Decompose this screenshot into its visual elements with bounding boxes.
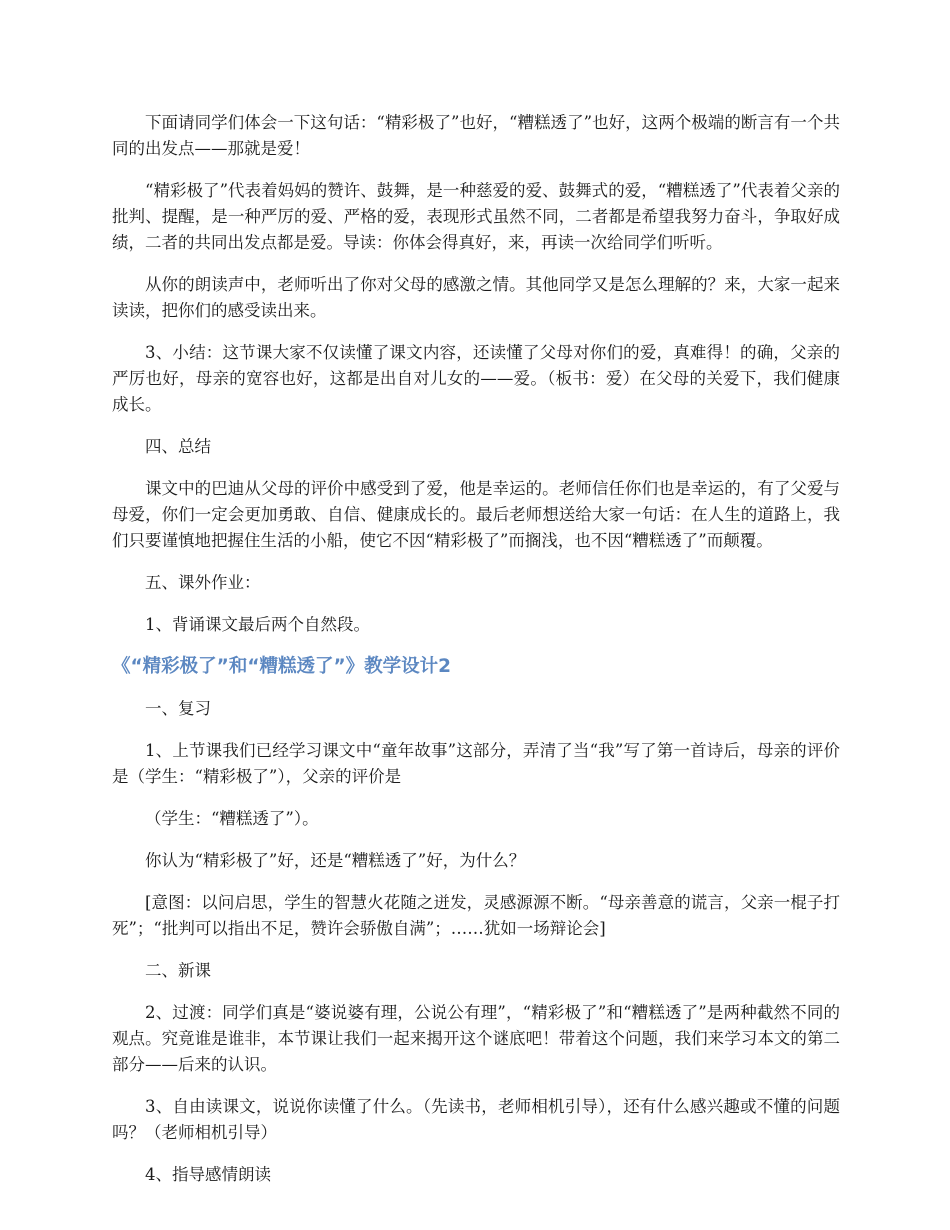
paragraph: [意图：以问启思，学生的智慧火花随之迸发，灵感源源不断。“母亲善意的谎言，父亲一棍子打死”；“批判可以指出不足，赞许会骄傲自满”；……犹如一场辩论会] — [112, 893, 840, 938]
paragraph: 2、过渡：同学们真是“婆说婆有理，公说公有理”，“精彩极了”和“糟糕透了”是两种截然不同的观点。究竟谁是谁非，本节课让我们一起来揭开这个谜底吧！带着这个问题，我们来学习本文的第二部分——后来的认识。 — [112, 1003, 840, 1074]
paragraph: （学生：“糟糕透了”）。 — [145, 809, 319, 828]
section-heading: 四、总结 — [145, 437, 211, 456]
paragraph: 4、指导感情朗读 — [145, 1165, 271, 1184]
paragraph: “精彩极了”代表着妈妈的赞许、鼓舞，是一种慈爱的爱、鼓舞式的爱，“糟糕透了”代表着父亲的批判、提醒，是一种严厉的爱、严格的爱，表现形式虽然不同，二者都是希望我努力奋斗，争取好成绩，二者的共同出发点都是爱。导读：你体会得真好，来，再读一次给同学们听听。 — [112, 181, 840, 252]
paragraph: 1、背诵课文最后两个自然段。 — [145, 615, 370, 634]
paragraph: 你认为“精彩极了”好，还是“糟糕透了”好，为什么？ — [145, 851, 526, 870]
section-heading: 一、复习 — [145, 699, 211, 718]
section-heading: 五、课外作业： — [145, 573, 261, 592]
document-page — [112, 110, 840, 1204]
paragraph: 下面请同学们体会一下这句话：“精彩极了”也好，“糟糕透了”也好，这两个极端的断言有一个共同的出发点——那就是爱！ — [112, 113, 840, 158]
paragraph: 1、上节课我们已经学习课文中“童年故事”这部分，弄清了当“我”写了第一首诗后，母亲的评价是（学生：“精彩极了”），父亲的评价是 — [112, 741, 840, 786]
paragraph: 从你的朗读声中，老师听出了你对父母的感激之情。其他同学又是怎么理解的？来，大家一起来读读，把你们的感受读出来。 — [112, 275, 840, 320]
paragraph: 课文中的巴迪从父母的评价中感受到了爱，他是幸运的。老师信任你们也是幸运的，有了父爱与母爱，你们一定会更加勇敢、自信、健康成长的。最后老师想送给大家一句话：在人生的道路上，我们只要谨慎地把握住生活的小船，使它不因“精彩极了”而搁浅，也不因“糟糕透了”而颠覆。 — [112, 479, 840, 550]
paragraph: 3、小结：这节课大家不仅读懂了课文内容，还读懂了父母对你们的爱，真难得！的确，父亲的严厉也好，母亲的宽容也好，这都是出自对儿女的——爱。（板书：爱）在父母的关爱下，我们健康成长。 — [112, 343, 840, 414]
document-title: 《“精彩极了”和“糟糕透了”》教学设计2 — [112, 656, 452, 677]
section-heading: 二、新课 — [145, 961, 211, 980]
paragraph: 3、自由读课文，说说你读懂了什么。（先读书，老师相机引导），还有什么感兴趣或不懂的问题吗？（老师相机引导） — [112, 1097, 840, 1142]
